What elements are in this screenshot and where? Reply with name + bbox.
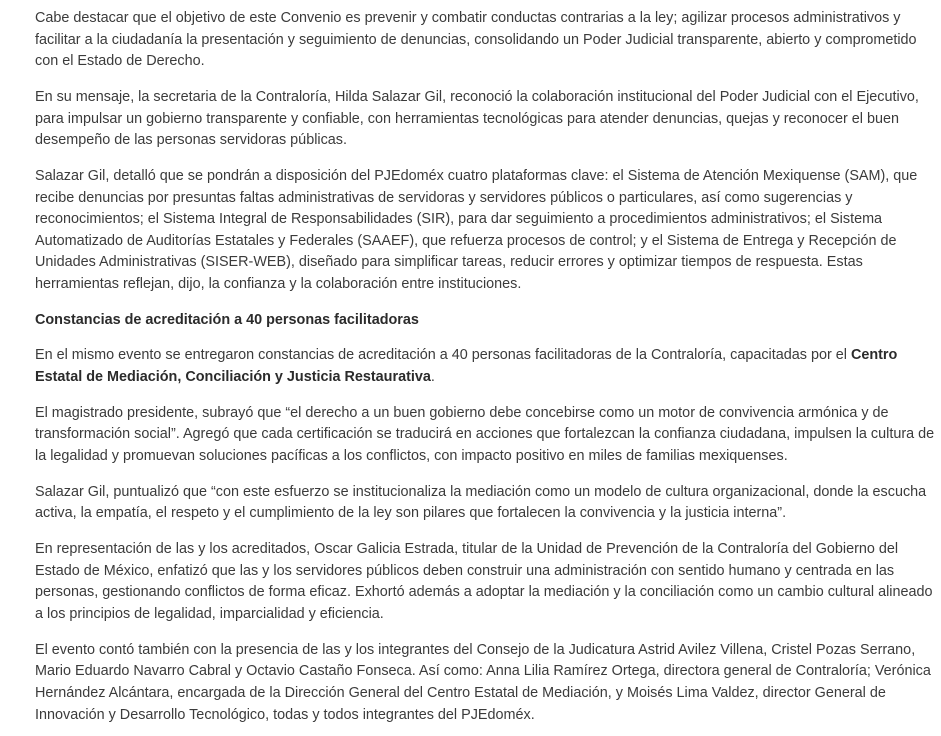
paragraph-convenio-objetivo: Cabe destacar que el objetivo de este Convenio es prevenir y combatir conductas contrarias a la ley; agilizar procesos administrativos y facilitar a la ciudadanía la presentación y seguimiento de denuncias, consolidando un Poder Judicial transparente, abierto y comprometido con el Estado de Derecho. (35, 10, 917, 70)
paragraph-mensaje-secretaria: En su mensaje, la secretaria de la Contraloría, Hilda Salazar Gil, reconoció la colaboración institucional del Poder Judicial con el Ejecutivo, para impulsar un gobierno transparente y confiable, con herramientas tecnológicas para atender denuncias, quejas y reconocer el buen desempeño de las personas servidoras públicas. (35, 88, 919, 149)
centro-estatal-mediacion-bold: Centro Estatal de Mediación, Conciliación y Justicia Restaurativa (35, 347, 898, 386)
paragraph-plataformas-clave: Salazar Gil, detalló que se pondrán a disposición del PJEdoméx cuatro plataformas clave: el Sistema de Atención Mexiquense (SAM), que recibe denuncias por presuntas faltas administrativas de servidoras y servidores públicos o particulares, así como sugerencias y reconocimientos; el Sistema Integral de Responsabilidades (SIR), para dar seguimiento a procedimientos administrativos; el Sistema Automatizado de Auditorías Estatales y Federales (SAAEF), que refuerza procesos de control; y el Sistema de Entrega y Recepción de Unidades Administrativas (SISER-WEB), diseñado para simplificar tareas, reducir errores y optimizar tiempos de respuesta. Estas herramientas reflejan, dijo, la confianza y la colaboración entre instituciones. (35, 167, 918, 292)
paragraph-mediacion-cultura: Salazar Gil, puntualizó que “con este esfuerzo se institucionaliza la mediación como un modelo de cultura organizacional, donde la escucha activa, la empatía, el respeto y el cumplimiento de la ley son pilares que fortalecen la convivencia y la justicia interna”. (35, 483, 927, 522)
paragraph-entrega-text: En el mismo evento se entregaron constancias de acreditación a 40 personas facilitadoras de la Contraloría, capacitadas por el (35, 347, 851, 364)
paragraph-magistrado-presidente: El magistrado presidente, subrayó que “el derecho a un buen gobierno debe concebirse como un motor de convivencia armónica y de transformación social”. Agregó que cada certificación se traducirá en acciones que fortalezcan la confianza ciudadana, impulsen la cultura de la legalidad y promuevan soluciones pacíficas a los conflictos, con impacto positivo en miles de familias mexiquenses. (35, 404, 935, 465)
paragraph-entrega-constancias (35, 345, 935, 388)
paragraph-presencia-integrantes: El evento contó también con la presencia de las y los integrantes del Consejo de la Judicatura Astrid Avilez Villena, Cristel Pozas Serrano, Mario Eduardo Navarro Cabral y Octavio Castaño Fonseca. Así como: Anna Lilia Ramírez Ortega, directora general de Contraloría; Verónica Hernández Alcántara, encargada de la Dirección General del Centro Estatal de Mediación, y Moisés Lima Valdez, director General de Innovación y Desarrollo Tecnológico, todas y todos integrantes del PJEdoméx. (35, 641, 931, 723)
paragraph-representacion-acreditados: En representación de las y los acreditados, Oscar Galicia Estrada, titular de la Unidad de Prevención de la Contraloría del Gobierno del Estado de México, enfatizó que las y los servidores públicos deben construir una administración con sentido humano y centrada en las personas, gestionando conflictos de forma eficaz. Exhortó además a adoptar la mediación y la conciliación como un cambio cultural alineado a los principios de legalidad, imparcialidad y eficiencia. (35, 541, 933, 622)
section-heading-constancias: Constancias de acreditación a 40 personas facilitadoras (35, 311, 419, 328)
paragraph-entrega-end: . (430, 369, 435, 386)
